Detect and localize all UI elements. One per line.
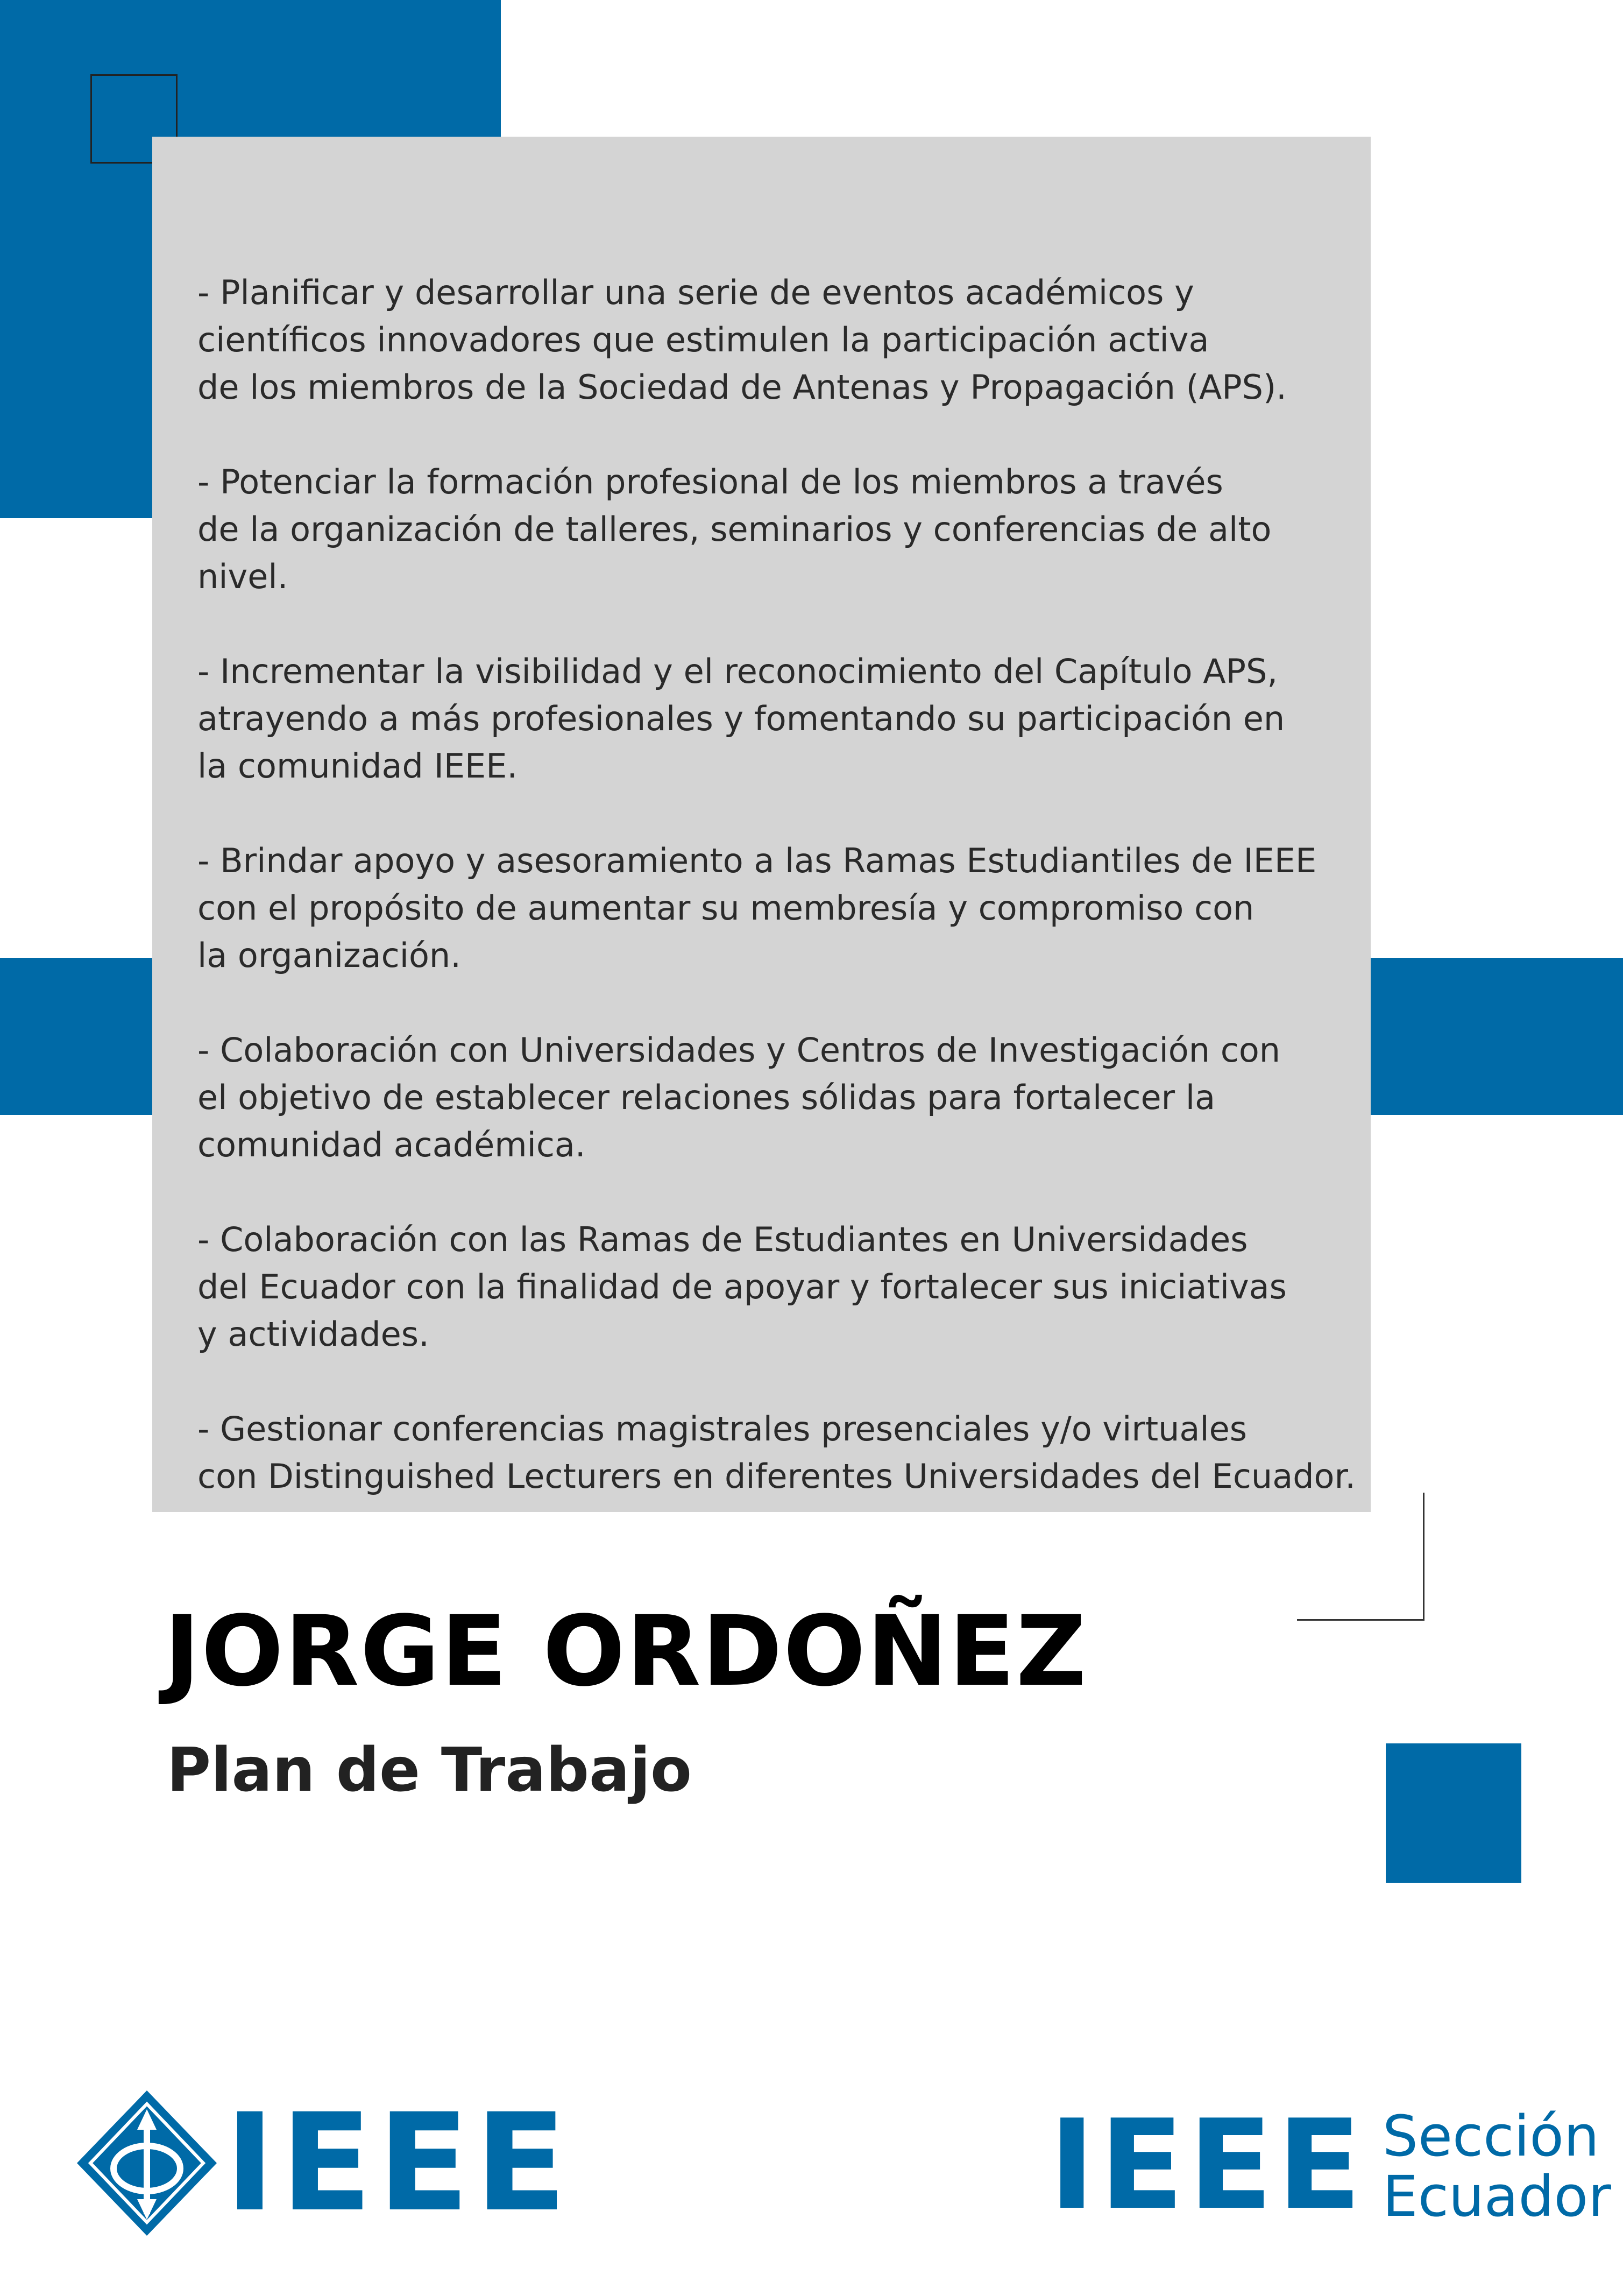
ieee-kite-icon [74, 2088, 219, 2238]
blue-square-decoration [1386, 1743, 1521, 1883]
blue-band-left [0, 958, 156, 1115]
objective-item: - Potenciar la formación profesional de los miembros a través de la organización de talleres, seminarios y conferencias de alto nivel. [197, 462, 1272, 596]
ieee-wordmark-left: IEEE [225, 2085, 572, 2241]
ecuador-label: Ecuador [1383, 2164, 1611, 2229]
candidate-name: JORGE ORDOÑEZ [164, 1595, 1088, 1708]
objective-item: - Colaboración con Universidades y Centros de Investigación con el objetivo de establecer relaciones sólidas para fortalecer la comunidad académica. [197, 1030, 1281, 1164]
document-subtitle: Plan de Trabajo [167, 1735, 692, 1805]
section-label: Sección [1383, 2103, 1599, 2169]
objectives-list [197, 269, 1359, 1548]
corner-line-vertical [1423, 1493, 1424, 1621]
objective-item: - Planificar y desarrollar una serie de eventos académicos y científicos innovadores que estimulen la participación activa de los miembros de la Sociedad de Antenas y Propagación (APS). [197, 273, 1287, 407]
objective-item: - Brindar apoyo y asesoramiento a las Ramas Estudiantiles de IEEE con el propósito de aumentar su membresía y compromiso con la organización. [197, 841, 1317, 975]
ieee-section-ecuador-logo [1049, 2094, 1611, 2237]
objective-item: - Incrementar la visibilidad y el reconocimiento del Capítulo APS, atrayendo a más profesionales y fomentando su participación en la comunidad IEEE. [197, 652, 1285, 786]
blue-band-right [1369, 958, 1623, 1115]
ieee-logo-left [74, 2085, 585, 2241]
ieee-wordmark-right: IEEE [1049, 2094, 1366, 2237]
corner-line-horizontal [1297, 1619, 1424, 1621]
objective-item: - Gestionar conferencias magistrales presenciales y/o virtuales con Distinguished Lecturers en diferentes Universidades del Ecuador. [197, 1409, 1356, 1496]
objective-item: - Colaboración con las Ramas de Estudiantes en Universidades del Ecuador con la finalidad de apoyar y fortalecer sus iniciativas y actividades. [197, 1220, 1287, 1354]
